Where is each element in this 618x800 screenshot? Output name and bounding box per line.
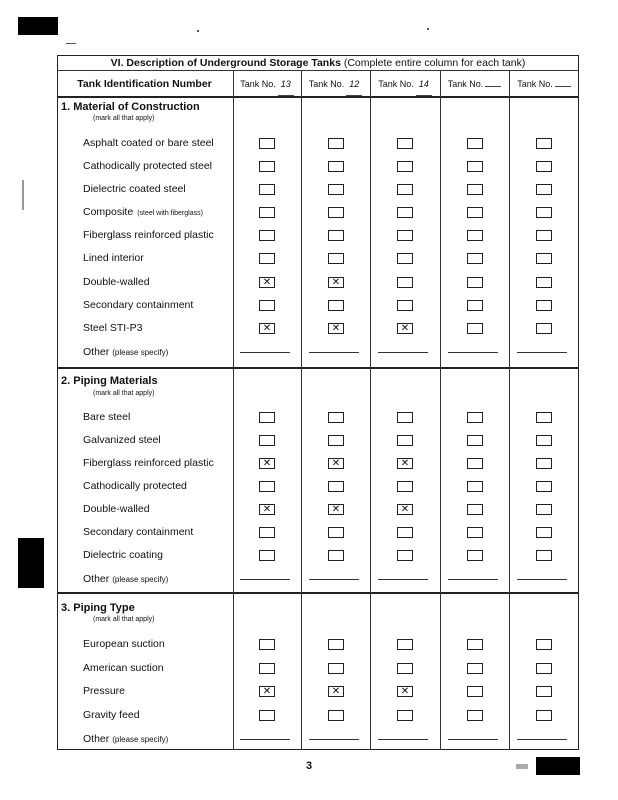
checkbox[interactable] (467, 686, 483, 697)
checkbox[interactable]: ✕ (397, 323, 413, 334)
other-specify-field[interactable] (309, 352, 359, 353)
checkbox[interactable] (536, 184, 552, 195)
checkbox[interactable] (328, 300, 344, 311)
checkbox[interactable] (467, 323, 483, 334)
checkbox[interactable] (536, 230, 552, 241)
checkbox[interactable] (328, 230, 344, 241)
row-label (83, 457, 214, 469)
checkbox[interactable] (397, 230, 413, 241)
checkbox[interactable] (467, 300, 483, 311)
checkbox[interactable] (259, 710, 275, 721)
checkbox[interactable]: ✕ (259, 323, 275, 334)
title-rule (57, 70, 579, 71)
row-label-text: Fiberglass reinforced plastic (83, 229, 214, 241)
checkbox[interactable]: ✕ (328, 458, 344, 469)
tank-prefix: Tank No. (517, 79, 553, 89)
column-rule (233, 70, 234, 750)
checkbox[interactable] (397, 253, 413, 264)
row-label-text: Dielectric coated steel (83, 183, 186, 195)
checkbox[interactable]: ✕ (397, 458, 413, 469)
tank-number-field[interactable]: 12 (346, 73, 362, 96)
column-rule (440, 70, 441, 750)
scan-speck (427, 28, 429, 30)
row-label (83, 526, 193, 538)
column-rule (509, 70, 510, 750)
row-label (83, 503, 150, 515)
checkbox[interactable]: ✕ (328, 323, 344, 334)
checkbox[interactable]: ✕ (397, 504, 413, 515)
tank-prefix: Tank No. (308, 79, 345, 89)
section-rule-3 (57, 592, 579, 594)
other-specify-field[interactable] (240, 739, 290, 740)
checkbox[interactable] (467, 504, 483, 515)
other-specify-field[interactable] (448, 579, 498, 580)
row-label (83, 137, 214, 149)
row-label (83, 411, 130, 423)
section-note: (mark all that apply) (93, 115, 155, 122)
checkbox[interactable] (328, 138, 344, 149)
checkbox[interactable] (328, 710, 344, 721)
checkbox[interactable] (467, 663, 483, 674)
checkbox[interactable] (259, 161, 275, 172)
checkbox[interactable] (536, 412, 552, 423)
tank-header-5 (509, 73, 579, 95)
checkbox[interactable] (259, 184, 275, 195)
checkbox[interactable] (259, 138, 275, 149)
checkbox[interactable] (328, 184, 344, 195)
checkbox[interactable] (328, 435, 344, 446)
checkbox[interactable] (536, 435, 552, 446)
checkbox[interactable] (397, 527, 413, 538)
checkbox[interactable] (467, 639, 483, 650)
checkbox[interactable] (397, 138, 413, 149)
tank-number-field[interactable]: 14 (416, 73, 432, 96)
checkbox[interactable] (536, 663, 552, 674)
redaction-block-top-left (18, 17, 58, 35)
row-label-text: Double-walled (83, 503, 150, 515)
checkbox[interactable] (259, 435, 275, 446)
checkbox[interactable]: ✕ (397, 686, 413, 697)
section-note: (mark all that apply) (93, 616, 155, 623)
other-specify-field[interactable] (378, 352, 428, 353)
checkbox[interactable] (397, 184, 413, 195)
checkbox[interactable] (397, 550, 413, 561)
checkbox[interactable] (536, 639, 552, 650)
checkbox[interactable]: ✕ (259, 504, 275, 515)
other-specify-field[interactable] (517, 352, 567, 353)
checkbox[interactable] (467, 550, 483, 561)
row-label (83, 638, 165, 650)
other-specify-field[interactable] (378, 739, 428, 740)
other-label (83, 733, 168, 746)
section-title: 2. Piping Materials (61, 375, 158, 387)
row-label-text: Galvanized steel (83, 434, 161, 446)
checkbox[interactable] (536, 277, 552, 288)
checkbox[interactable] (536, 458, 552, 469)
header-rule (57, 96, 579, 98)
checkbox[interactable] (536, 527, 552, 538)
tank-prefix: Tank No. (240, 79, 276, 89)
other-specify-field[interactable] (309, 739, 359, 740)
row-label-text: Asphalt coated or bare steel (83, 137, 214, 149)
other-label-sub: (please specify) (112, 575, 169, 584)
checkbox[interactable] (467, 527, 483, 538)
checkbox[interactable] (536, 161, 552, 172)
row-label-text: Gravity feed (83, 709, 140, 721)
checkbox[interactable] (536, 710, 552, 721)
other-label-sub: (please specify) (112, 735, 169, 744)
checkbox[interactable] (259, 663, 275, 674)
checkbox[interactable]: ✕ (328, 504, 344, 515)
other-specify-field[interactable] (378, 579, 428, 580)
tank-id-header: Tank Identification Number (77, 78, 212, 90)
checkbox[interactable] (467, 412, 483, 423)
row-label (83, 229, 214, 241)
checkbox[interactable] (467, 161, 483, 172)
checkbox[interactable] (259, 527, 275, 538)
other-specify-field[interactable] (448, 739, 498, 740)
section-title: 3. Piping Type (61, 602, 135, 614)
checkbox[interactable] (328, 161, 344, 172)
checkbox[interactable] (467, 207, 483, 218)
other-specify-field[interactable] (517, 579, 567, 580)
tank-number-field[interactable] (485, 86, 501, 87)
checkbox[interactable] (397, 207, 413, 218)
row-label-text: Dielectric coating (83, 549, 163, 561)
checkbox[interactable] (397, 639, 413, 650)
checkbox[interactable] (467, 230, 483, 241)
checkbox[interactable] (467, 277, 483, 288)
row-label-text: Bare steel (83, 411, 131, 423)
checkbox[interactable]: ✕ (328, 686, 344, 697)
checkbox[interactable] (328, 481, 344, 492)
checkbox[interactable] (397, 710, 413, 721)
checkbox[interactable] (259, 230, 275, 241)
checkbox[interactable] (397, 277, 413, 288)
row-label (83, 206, 203, 220)
checkbox[interactable] (536, 138, 552, 149)
row-label (83, 160, 212, 172)
checkbox[interactable] (536, 300, 552, 311)
checkbox[interactable]: ✕ (259, 277, 275, 288)
other-label-sub: (please specify) (112, 348, 169, 357)
row-label-text: Pressure (83, 685, 126, 697)
checkbox[interactable] (328, 663, 344, 674)
row-label-sub: (steel with fiberglass) (137, 210, 203, 217)
row-label-text: Secondary containment (83, 526, 194, 538)
checkbox[interactable]: ✕ (328, 277, 344, 288)
column-rule (370, 70, 371, 750)
tank-number-field[interactable] (555, 86, 571, 87)
form-title (57, 56, 579, 70)
checkbox[interactable] (259, 412, 275, 423)
checkbox[interactable] (397, 663, 413, 674)
checkbox[interactable] (467, 138, 483, 149)
row-label (83, 183, 186, 195)
section-rule-2 (57, 367, 579, 369)
checkbox[interactable] (259, 550, 275, 561)
checkbox[interactable] (467, 435, 483, 446)
checkbox[interactable] (536, 323, 552, 334)
other-label-text: Other (83, 573, 110, 585)
form-title-note: (Complete entire column for each tank) (343, 57, 526, 69)
other-specify-field[interactable] (517, 739, 567, 740)
checkbox[interactable] (536, 481, 552, 492)
row-label (83, 252, 144, 264)
tank-number-field[interactable]: 13 (278, 73, 294, 96)
section-title: 1. Material of Construction (61, 101, 200, 113)
row-label (83, 662, 164, 674)
checkbox[interactable] (467, 481, 483, 492)
other-specify-field[interactable] (240, 579, 290, 580)
scan-speck (22, 180, 24, 210)
row-label-text: Cathodically protected (83, 480, 187, 492)
other-label-text: Other (83, 346, 110, 358)
row-label-text: Cathodically protected steel (83, 160, 212, 172)
scan-speck (197, 30, 199, 32)
other-specify-field[interactable] (240, 352, 290, 353)
tank-header-1 (233, 73, 301, 95)
checkbox[interactable] (397, 412, 413, 423)
checkbox[interactable] (259, 207, 275, 218)
checkbox[interactable] (467, 458, 483, 469)
tank-prefix: Tank No. (447, 79, 484, 89)
checkbox[interactable] (467, 253, 483, 264)
checkbox[interactable] (328, 253, 344, 264)
row-label-text: Fiberglass reinforced plastic (83, 457, 214, 469)
row-label (83, 322, 143, 334)
page-number: 3 (305, 760, 313, 772)
other-specify-field[interactable] (309, 579, 359, 580)
row-label-text: Steel STI-P3 (83, 322, 143, 334)
checkbox[interactable] (259, 253, 275, 264)
other-specify-field[interactable] (448, 352, 498, 353)
checkbox[interactable] (536, 550, 552, 561)
checkbox[interactable] (536, 686, 552, 697)
checkbox[interactable] (328, 639, 344, 650)
row-label-text: Composite (83, 206, 134, 218)
row-label-text: Lined interior (83, 252, 144, 264)
checkbox[interactable] (259, 481, 275, 492)
checkbox[interactable] (397, 481, 413, 492)
tank-header-3 (370, 73, 440, 95)
checkbox[interactable] (328, 527, 344, 538)
checkbox[interactable]: ✕ (259, 686, 275, 697)
redaction-block-left-margin (18, 538, 44, 588)
tank-prefix: Tank No. (378, 79, 414, 89)
checkbox[interactable] (397, 161, 413, 172)
tank-header-2 (301, 73, 370, 95)
other-label-text: Other (83, 733, 110, 745)
other-label (83, 573, 168, 586)
row-label (83, 434, 161, 446)
checkbox[interactable] (467, 184, 483, 195)
checkbox[interactable] (536, 504, 552, 515)
other-label (83, 346, 168, 359)
column-rule (301, 70, 302, 750)
form-title-text: VI. Description of Underground Storage Tanks (110, 57, 341, 69)
checkbox[interactable] (536, 253, 552, 264)
checkbox[interactable] (536, 207, 552, 218)
checkbox[interactable] (259, 300, 275, 311)
tank-header-4 (440, 73, 509, 95)
checkbox[interactable] (259, 639, 275, 650)
checkbox[interactable] (328, 412, 344, 423)
row-label (83, 480, 187, 492)
row-label (83, 685, 125, 697)
row-label (83, 549, 163, 561)
checkbox[interactable] (328, 550, 344, 561)
row-label-text: American suction (83, 662, 164, 674)
checkbox[interactable]: ✕ (259, 458, 275, 469)
row-label-text: European suction (83, 638, 165, 650)
checkbox[interactable] (467, 710, 483, 721)
checkbox[interactable] (397, 300, 413, 311)
row-label (83, 709, 140, 721)
scan-speck (66, 43, 76, 44)
checkbox[interactable] (397, 435, 413, 446)
row-label (83, 299, 193, 311)
checkbox[interactable] (328, 207, 344, 218)
row-label-text: Double-walled (83, 276, 150, 288)
row-label (83, 276, 150, 288)
section-note: (mark all that apply) (93, 390, 155, 397)
row-label-text: Secondary containment (83, 299, 194, 311)
